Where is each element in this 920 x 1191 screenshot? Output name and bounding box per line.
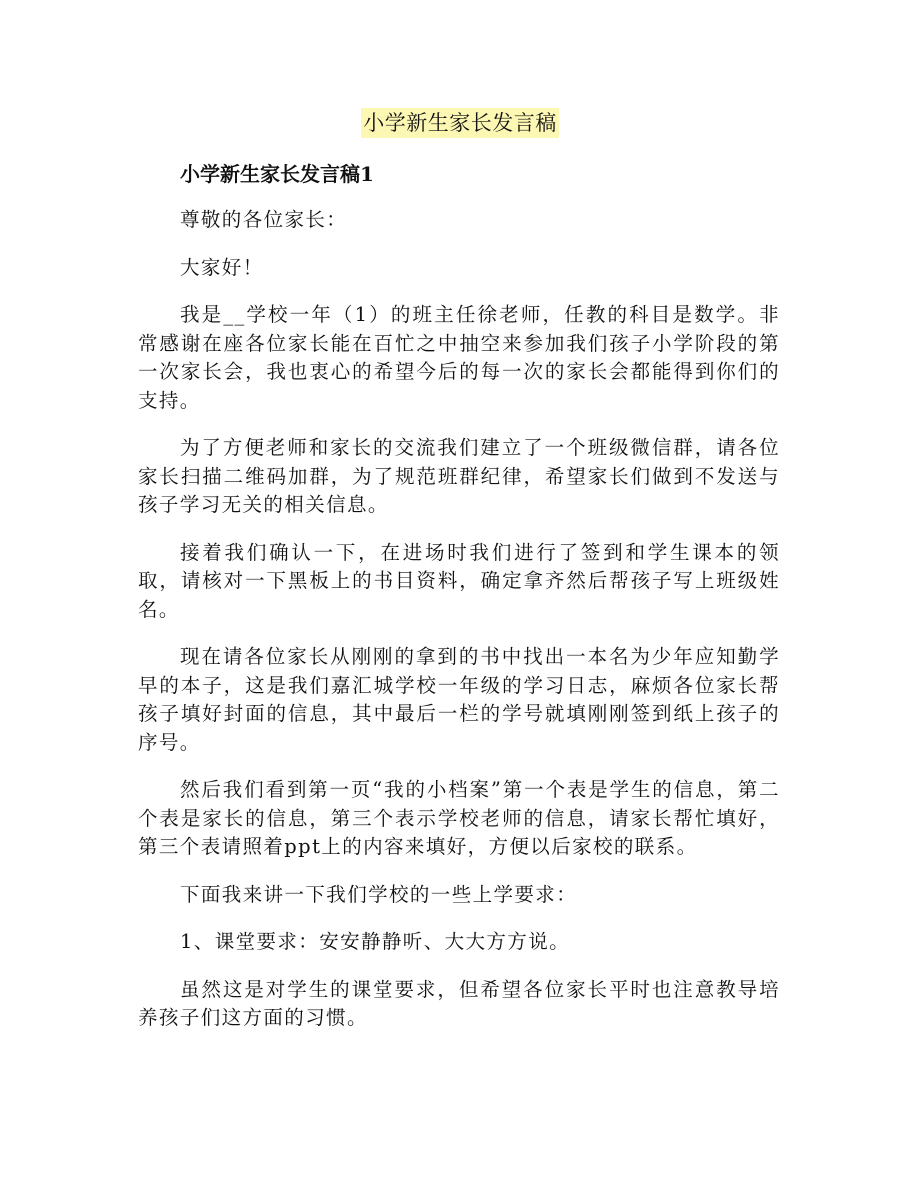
paragraph-classroom-requirement: 1、课堂要求：安安静静听、大大方方说。 [180, 930, 571, 953]
paragraph-greeting: 大家好！ [180, 255, 264, 279]
paragraph-profile-forms: 然后我们看到第一页“我的小档案”第一个表是学生的信息，第二个表是家长的信息，第三个表示学校老师的信息，请家长帮忙填好，第三个表请照着ppt上的内容来填好，方便以后家校的联系。 [138, 778, 780, 858]
paragraph-study-log: 现在请各位家长从刚刚的拿到的书中找出一本名为少年应知勤学早的本子，这是我们嘉汇城学校一年级的学习日志，麻烦各位家长帮孩子填好封面的信息，其中最后一栏的学号就填刚刚签到纸上孩子的序号。 [138, 645, 780, 754]
section-heading: 小学新生家长发言稿1 [180, 162, 374, 186]
paragraph-salutation: 尊敬的各位家长： [180, 208, 348, 231]
document-title: 小学新生家长发言稿 [361, 108, 559, 138]
paragraph-check-in: 接着我们确认一下，在进场时我们进行了签到和学生课本的领取，请核对一下黑板上的书目资料，确定拿齐然后帮孩子写上班级姓名。 [138, 540, 780, 621]
paragraph-introduction: 我是__学校一年（1）的班主任徐老师，任教的科目是数学。非常感谢在座各位家长能在百忙之中抽空来参加我们孩子小学阶段的第一次家长会，我也衷心的希望今后的每一次的家长会都能得到你们的支持。 [138, 303, 780, 412]
title-container [0, 108, 920, 138]
paragraph-requirements-intro: 下面我来讲一下我们学校的一些上学要求： [180, 882, 578, 906]
paragraph-wechat-group: 为了方便老师和家长的交流我们建立了一个班级微信群，请各位家长扫描二维码加群，为了规范班群纪律，希望家长们做到不发送与孩子学习无关的相关信息。 [138, 436, 780, 516]
document-body [138, 206, 780, 1052]
paragraph-parent-guidance: 虽然这是对学生的课堂要求，但希望各位家长平时也注意教导培养孩子们这方面的习惯。 [138, 977, 780, 1029]
